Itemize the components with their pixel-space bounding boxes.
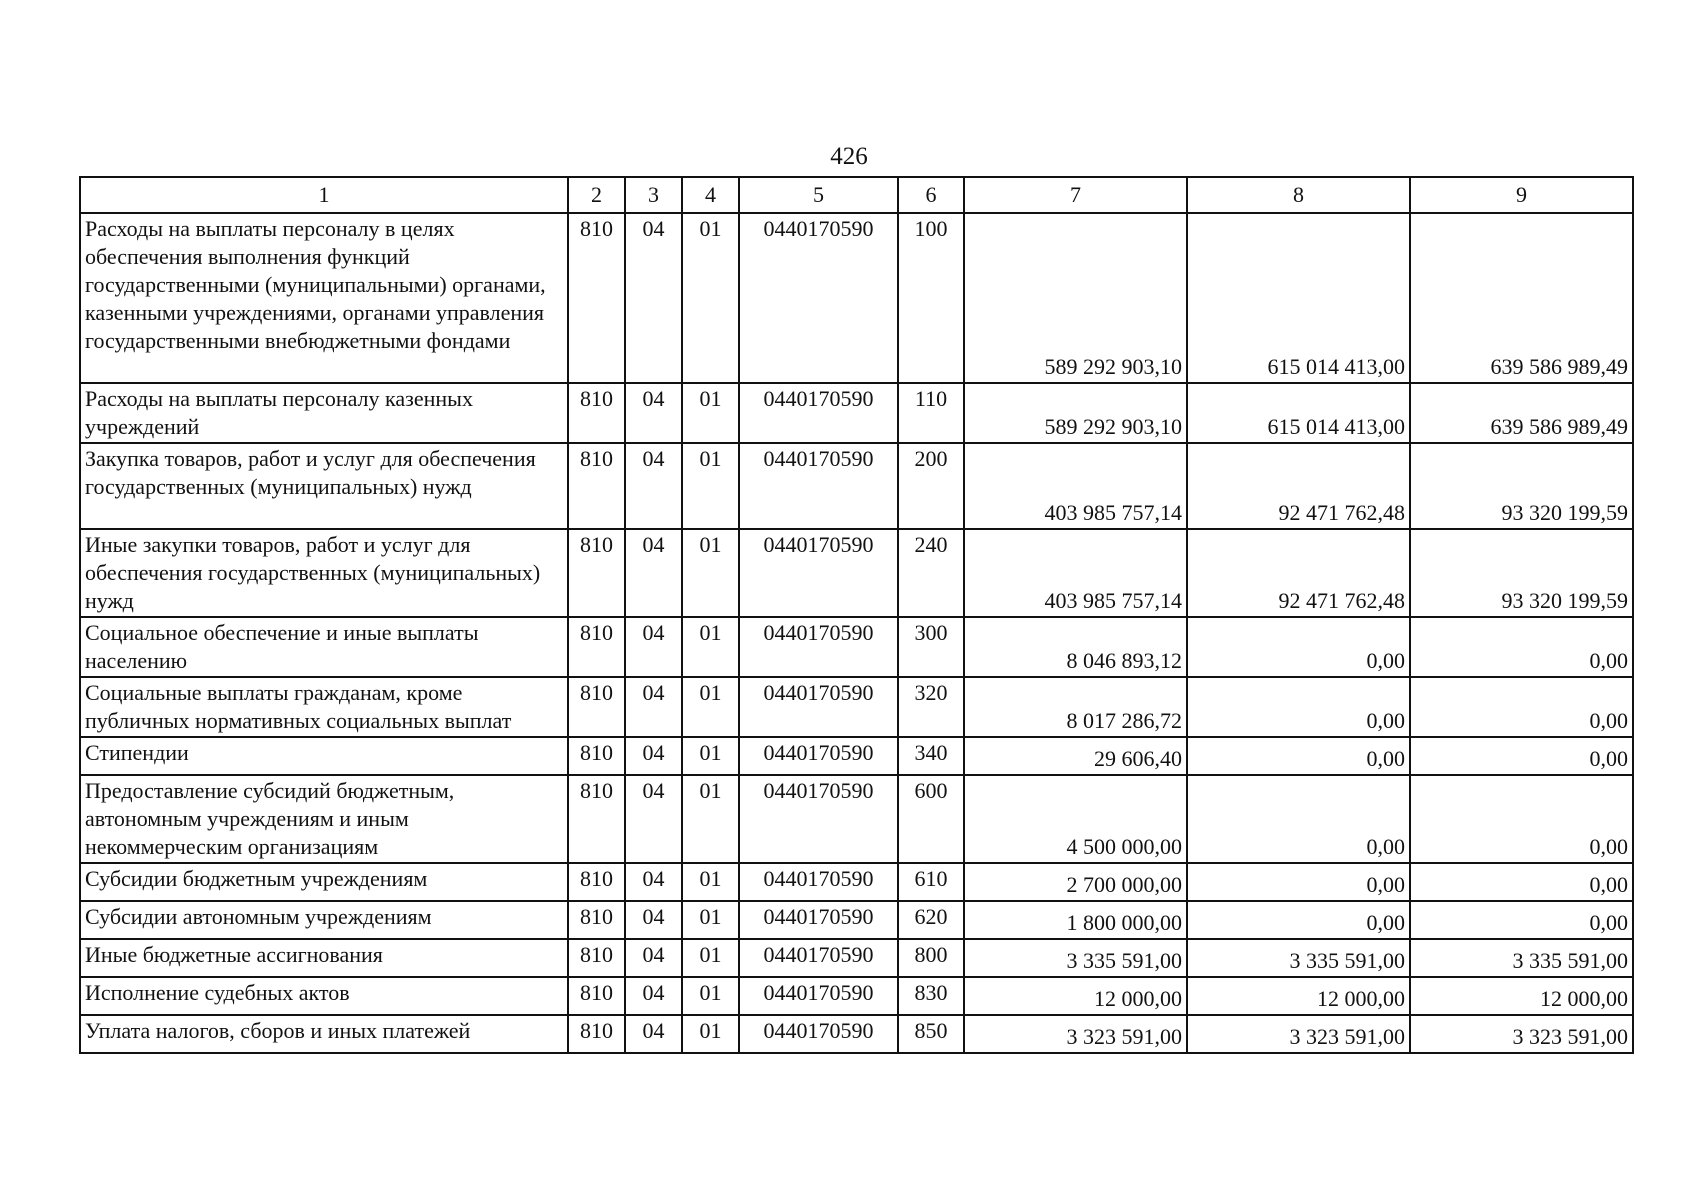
section-code: 04: [625, 213, 682, 383]
table-row: [80, 617, 1633, 677]
expense-name: Расходы на выплаты персоналу казенных учреждений: [80, 383, 568, 443]
amount-col7: 589 292 903,10: [964, 213, 1187, 383]
target-article-code: 0440170590: [739, 617, 898, 677]
ministry-code: 810: [568, 443, 625, 529]
ministry-code: 810: [568, 383, 625, 443]
subsection-code: 01: [682, 213, 739, 383]
amount-col9: 0,00: [1410, 775, 1633, 863]
expense-name: Предоставление субсидий бюджетным, автономным учреждениям и иным некоммерческим организациям: [80, 775, 568, 863]
subsection-code: 01: [682, 901, 739, 939]
column-header: 9: [1410, 177, 1633, 213]
amount-col9: 3 335 591,00: [1410, 939, 1633, 977]
amount-col9: 3 323 591,00: [1410, 1015, 1633, 1053]
subsection-code: 01: [682, 1015, 739, 1053]
expense-type-code: 320: [898, 677, 964, 737]
ministry-code: 810: [568, 677, 625, 737]
target-article-code: 0440170590: [739, 383, 898, 443]
amount-col9: 93 320 199,59: [1410, 529, 1633, 617]
amount-col9: 639 586 989,49: [1410, 213, 1633, 383]
expense-type-code: 610: [898, 863, 964, 901]
expense-name: Расходы на выплаты персоналу в целях обеспечения выполнения функций государственными (муниципальными) органами, казенными учреждениями, органами управления государственными внебюджетными фондами: [80, 213, 568, 383]
table-row: [80, 939, 1633, 977]
target-article-code: 0440170590: [739, 677, 898, 737]
page-number: 426: [830, 143, 868, 170]
table-header-row: [80, 177, 1633, 213]
budget-table: [79, 176, 1634, 1054]
table-row: [80, 213, 1633, 383]
table-row: [80, 529, 1633, 617]
expense-name: Уплата налогов, сборов и иных платежей: [80, 1015, 568, 1053]
expense-type-code: 240: [898, 529, 964, 617]
amount-col8: 12 000,00: [1187, 977, 1410, 1015]
expense-name: Социальные выплаты гражданам, кроме публичных нормативных социальных выплат: [80, 677, 568, 737]
subsection-code: 01: [682, 939, 739, 977]
amount-col8: 3 335 591,00: [1187, 939, 1410, 977]
expense-name: Иные закупки товаров, работ и услуг для обеспечения государственных (муниципальных) нужд: [80, 529, 568, 617]
amount-col8: 0,00: [1187, 617, 1410, 677]
column-header: 5: [739, 177, 898, 213]
target-article-code: 0440170590: [739, 977, 898, 1015]
amount-col8: 92 471 762,48: [1187, 529, 1410, 617]
expense-type-code: 100: [898, 213, 964, 383]
amount-col7: 3 323 591,00: [964, 1015, 1187, 1053]
section-code: 04: [625, 775, 682, 863]
amount-col9: 0,00: [1410, 617, 1633, 677]
section-code: 04: [625, 443, 682, 529]
subsection-code: 01: [682, 775, 739, 863]
subsection-code: 01: [682, 737, 739, 775]
amount-col9: 93 320 199,59: [1410, 443, 1633, 529]
amount-col8: 3 323 591,00: [1187, 1015, 1410, 1053]
amount-col9: 0,00: [1410, 901, 1633, 939]
subsection-code: 01: [682, 863, 739, 901]
ministry-code: 810: [568, 213, 625, 383]
table-row: [80, 677, 1633, 737]
table-row: [80, 863, 1633, 901]
expense-type-code: 600: [898, 775, 964, 863]
expense-type-code: 830: [898, 977, 964, 1015]
subsection-code: 01: [682, 677, 739, 737]
column-header: 6: [898, 177, 964, 213]
amount-col8: 615 014 413,00: [1187, 213, 1410, 383]
target-article-code: 0440170590: [739, 529, 898, 617]
target-article-code: 0440170590: [739, 737, 898, 775]
amount-col8: 0,00: [1187, 737, 1410, 775]
amount-col7: 403 985 757,14: [964, 529, 1187, 617]
amount-col7: 2 700 000,00: [964, 863, 1187, 901]
section-code: 04: [625, 737, 682, 775]
column-header: 3: [625, 177, 682, 213]
subsection-code: 01: [682, 443, 739, 529]
target-article-code: 0440170590: [739, 901, 898, 939]
table-row: [80, 901, 1633, 939]
amount-col9: 639 586 989,49: [1410, 383, 1633, 443]
amount-col7: 8 046 893,12: [964, 617, 1187, 677]
table-row: [80, 737, 1633, 775]
expense-name: Иные бюджетные ассигнования: [80, 939, 568, 977]
amount-col9: 0,00: [1410, 737, 1633, 775]
ministry-code: 810: [568, 775, 625, 863]
expense-type-code: 340: [898, 737, 964, 775]
amount-col7: 8 017 286,72: [964, 677, 1187, 737]
section-code: 04: [625, 617, 682, 677]
ministry-code: 810: [568, 617, 625, 677]
amount-col8: 0,00: [1187, 863, 1410, 901]
target-article-code: 0440170590: [739, 443, 898, 529]
expense-type-code: 850: [898, 1015, 964, 1053]
target-article-code: 0440170590: [739, 863, 898, 901]
subsection-code: 01: [682, 617, 739, 677]
section-code: 04: [625, 977, 682, 1015]
subsection-code: 01: [682, 529, 739, 617]
table-row: [80, 977, 1633, 1015]
section-code: 04: [625, 939, 682, 977]
amount-col8: 615 014 413,00: [1187, 383, 1410, 443]
target-article-code: 0440170590: [739, 1015, 898, 1053]
expense-type-code: 300: [898, 617, 964, 677]
ministry-code: 810: [568, 977, 625, 1015]
column-header: 4: [682, 177, 739, 213]
column-header: 2: [568, 177, 625, 213]
column-header: 7: [964, 177, 1187, 213]
amount-col7: 3 335 591,00: [964, 939, 1187, 977]
amount-col8: 0,00: [1187, 775, 1410, 863]
target-article-code: 0440170590: [739, 775, 898, 863]
expense-name: Закупка товаров, работ и услуг для обеспечения государственных (муниципальных) нужд: [80, 443, 568, 529]
amount-col9: 12 000,00: [1410, 977, 1633, 1015]
amount-col7: 589 292 903,10: [964, 383, 1187, 443]
section-code: 04: [625, 677, 682, 737]
expense-name: Социальное обеспечение и иные выплаты населению: [80, 617, 568, 677]
column-header: 1: [80, 177, 568, 213]
table-row: [80, 443, 1633, 529]
expense-type-code: 200: [898, 443, 964, 529]
amount-col8: 0,00: [1187, 901, 1410, 939]
amount-col7: 4 500 000,00: [964, 775, 1187, 863]
section-code: 04: [625, 1015, 682, 1053]
ministry-code: 810: [568, 737, 625, 775]
amount-col8: 0,00: [1187, 677, 1410, 737]
expense-name: Стипендии: [80, 737, 568, 775]
section-code: 04: [625, 529, 682, 617]
ministry-code: 810: [568, 1015, 625, 1053]
table-row: [80, 383, 1633, 443]
ministry-code: 810: [568, 939, 625, 977]
ministry-code: 810: [568, 901, 625, 939]
subsection-code: 01: [682, 383, 739, 443]
amount-col9: 0,00: [1410, 677, 1633, 737]
section-code: 04: [625, 901, 682, 939]
table-row: [80, 775, 1633, 863]
expense-type-code: 800: [898, 939, 964, 977]
table-row: [80, 1015, 1633, 1053]
amount-col7: 1 800 000,00: [964, 901, 1187, 939]
target-article-code: 0440170590: [739, 939, 898, 977]
expense-name: Субсидии автономным учреждениям: [80, 901, 568, 939]
column-header: 8: [1187, 177, 1410, 213]
section-code: 04: [625, 383, 682, 443]
amount-col7: 12 000,00: [964, 977, 1187, 1015]
amount-col9: 0,00: [1410, 863, 1633, 901]
ministry-code: 810: [568, 529, 625, 617]
amount-col8: 92 471 762,48: [1187, 443, 1410, 529]
expense-type-code: 110: [898, 383, 964, 443]
amount-col7: 29 606,40: [964, 737, 1187, 775]
expense-type-code: 620: [898, 901, 964, 939]
amount-col7: 403 985 757,14: [964, 443, 1187, 529]
target-article-code: 0440170590: [739, 213, 898, 383]
expense-name: Субсидии бюджетным учреждениям: [80, 863, 568, 901]
section-code: 04: [625, 863, 682, 901]
subsection-code: 01: [682, 977, 739, 1015]
ministry-code: 810: [568, 863, 625, 901]
expense-name: Исполнение судебных актов: [80, 977, 568, 1015]
